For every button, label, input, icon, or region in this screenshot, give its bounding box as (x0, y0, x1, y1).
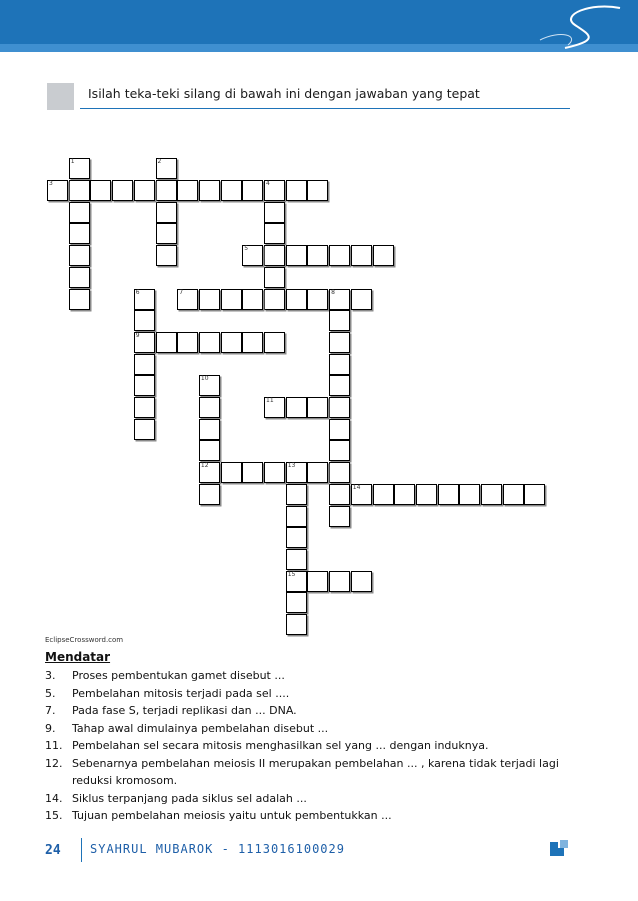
cell-number: 12 (200, 462, 209, 470)
crossword-cell[interactable] (329, 397, 350, 418)
crossword-cell[interactable] (329, 375, 350, 396)
cell-number: 1 (70, 158, 75, 166)
crossword-cell[interactable] (307, 180, 328, 201)
clue-number: 7. (45, 704, 56, 717)
crossword-cell[interactable] (307, 289, 328, 310)
crossword-cell[interactable] (156, 332, 177, 353)
crossword-cell[interactable] (264, 462, 285, 483)
crossword-cell[interactable] (329, 419, 350, 440)
crossword-cell[interactable] (199, 462, 220, 483)
crossword-cell[interactable] (47, 180, 68, 201)
crossword-cell[interactable] (264, 397, 285, 418)
crossword-cell[interactable] (69, 289, 90, 310)
author-name: SYAHRUL MUBAROK - 1113016100029 (90, 842, 345, 856)
crossword-cell[interactable] (242, 289, 263, 310)
cell-number: 8 (331, 288, 335, 296)
cell-number: 11 (266, 397, 274, 404)
clue-number: 9. (45, 721, 56, 735)
cell-number: 2 (157, 158, 162, 166)
crossword-cell[interactable] (307, 245, 328, 266)
credit-text: EclipseCrossword.com (45, 636, 124, 644)
crossword-cell[interactable] (134, 354, 155, 375)
crossword-cell[interactable] (438, 484, 459, 505)
clue-item (45, 685, 585, 703)
crossword-cell[interactable] (373, 484, 394, 505)
clue-item (45, 720, 585, 738)
crossword-cell[interactable] (329, 484, 350, 505)
crossword-cell[interactable] (286, 180, 307, 201)
crossword-cell[interactable] (242, 332, 263, 353)
clue-item (45, 755, 585, 790)
crossword-cell[interactable] (199, 332, 220, 353)
crossword-cell[interactable] (351, 484, 372, 505)
crossword-cell[interactable] (286, 549, 307, 570)
crossword-cell[interactable] (286, 289, 307, 310)
crossword-cell[interactable] (264, 180, 285, 201)
crossword-cell[interactable] (221, 289, 242, 310)
crossword-cell[interactable] (264, 332, 285, 353)
clue-item (45, 737, 585, 755)
crossword-cell[interactable] (156, 245, 177, 266)
crossword-cell[interactable] (481, 484, 502, 505)
crossword-cell[interactable] (134, 375, 155, 396)
crossword-cell[interactable] (329, 462, 350, 483)
crossword-cell[interactable] (221, 180, 242, 201)
crossword-cell[interactable] (329, 310, 350, 331)
crossword-cell[interactable] (286, 592, 307, 613)
cell-number: 13 (287, 462, 296, 470)
cell-number: 14 (352, 483, 361, 491)
crossword-cell[interactable] (286, 397, 307, 418)
clue-text: Sebenarnya pembelahan meiosis II merupakan pembelahan ... , karena tidak terjadi lagi reduksi kromosom. (72, 756, 559, 787)
clue-text: Pembelahan sel secara mitosis menghasilkan sel yang ... dengan induknya. (72, 739, 489, 752)
clue-text: Proses pembentukan gamet disebut ... (72, 669, 285, 682)
crossword-cell[interactable] (307, 571, 328, 592)
crossword-cell[interactable] (329, 440, 350, 461)
crossword-cell[interactable] (351, 289, 372, 310)
crossword-cell[interactable] (524, 484, 545, 505)
cell-number: 4 (266, 180, 270, 187)
crossword-cell[interactable] (90, 180, 111, 201)
crossword-cell[interactable] (221, 332, 242, 353)
clue-item (45, 702, 585, 720)
clue-item (45, 807, 585, 825)
crossword-cell[interactable] (199, 419, 220, 440)
crossword-cell[interactable] (199, 397, 220, 418)
crossword-cell[interactable] (134, 419, 155, 440)
crossword-cell[interactable] (286, 484, 307, 505)
crossword-cell[interactable] (351, 571, 372, 592)
crossword-cell[interactable] (156, 223, 177, 244)
clue-item (45, 790, 585, 808)
crossword-cell[interactable] (264, 267, 285, 288)
crossword-cell[interactable] (373, 245, 394, 266)
crossword-cell[interactable] (394, 484, 415, 505)
cell-number: 3 (49, 180, 53, 187)
crossword-cell[interactable] (307, 397, 328, 418)
clue-text: Tahap awal dimulainya pembelahan disebut ... (72, 721, 329, 735)
crossword-cell[interactable] (69, 158, 90, 179)
crossword-cell[interactable] (329, 506, 350, 527)
crossword-cell[interactable] (134, 332, 155, 353)
crossword-cell[interactable] (177, 289, 198, 310)
crossword-cell[interactable] (134, 289, 155, 310)
page-number: 24 (45, 843, 61, 858)
crossword-cell[interactable] (199, 375, 220, 396)
crossword-cell[interactable] (416, 484, 437, 505)
clue-item (45, 667, 585, 685)
crossword-cell[interactable] (286, 527, 307, 548)
crossword-cell[interactable] (329, 571, 350, 592)
crossword-cell[interactable] (134, 397, 155, 418)
crossword-cell[interactable] (69, 202, 90, 223)
crossword-cell[interactable] (156, 202, 177, 223)
clue-number: 14. (45, 791, 63, 805)
crossword-cell[interactable] (199, 440, 220, 461)
crossword-cell[interactable] (69, 223, 90, 244)
crossword-cell[interactable] (156, 180, 177, 201)
crossword-cell[interactable] (199, 484, 220, 505)
crossword-cell[interactable] (242, 180, 263, 201)
crossword-cell[interactable] (264, 223, 285, 244)
crossword-cell[interactable] (199, 289, 220, 310)
instruction-text: Isilah teka-teki silang di bawah ini dengan jawaban yang tepat (88, 86, 480, 101)
crossword-cell[interactable] (134, 310, 155, 331)
crossword-cell[interactable] (199, 180, 220, 201)
clue-text: Tujuan pembelahan meiosis yaitu untuk pembentukkan ... (72, 809, 392, 822)
crossword-cell[interactable] (264, 202, 285, 223)
crossword-cell[interactable] (242, 462, 263, 483)
crossword-cell[interactable] (156, 158, 177, 179)
crossword-cell[interactable] (177, 332, 198, 353)
cell-number: 10 (200, 375, 209, 383)
crossword-cell[interactable] (286, 506, 307, 527)
crossword-cell[interactable] (503, 484, 524, 505)
crossword-cell[interactable] (286, 571, 307, 592)
clues-title: Mendatar (45, 650, 111, 664)
crossword-cell[interactable] (286, 614, 307, 635)
crossword-cell[interactable] (242, 245, 263, 266)
clues-section (45, 650, 585, 825)
clue-number: 5. (45, 686, 56, 700)
crossword-cell[interactable] (459, 484, 480, 505)
crossword-cell[interactable] (264, 245, 285, 266)
cell-number: 9 (135, 331, 140, 339)
crossword-cell[interactable] (69, 245, 90, 266)
cell-number: 15 (287, 570, 296, 578)
crossword-cell[interactable] (112, 180, 133, 201)
crossword-cell[interactable] (307, 462, 328, 483)
clue-text: Siklus terpanjang pada siklus sel adalah ... (72, 791, 307, 805)
crossword-cell[interactable] (69, 267, 90, 288)
crossword-cell[interactable] (221, 462, 242, 483)
crossword-cell[interactable] (329, 245, 350, 266)
crossword-cell[interactable] (329, 332, 350, 353)
crossword-cell[interactable] (264, 289, 285, 310)
clue-text: Pada fase S, terjadi replikasi dan ... DNA. (72, 704, 297, 717)
crossword-cell[interactable] (329, 289, 350, 310)
crossword-cell[interactable] (286, 245, 307, 266)
crossword-cell[interactable] (329, 354, 350, 375)
crossword-cell[interactable] (69, 180, 90, 201)
crossword-cell[interactable] (286, 462, 307, 483)
cell-number: 5 (244, 245, 249, 253)
crossword-cell[interactable] (177, 180, 198, 201)
clue-number: 15. (45, 809, 63, 822)
clue-number: 3. (45, 669, 56, 682)
cell-number: 6 (135, 288, 140, 296)
corner-square-icon (550, 838, 568, 856)
clue-number: 11. (45, 739, 63, 752)
clue-number: 12. (45, 756, 63, 770)
crossword-cell[interactable] (351, 245, 372, 266)
clue-text: Pembelahan mitosis terjadi pada sel .... (72, 686, 290, 700)
footer-divider (81, 838, 82, 862)
crossword-cell[interactable] (134, 180, 155, 201)
cell-number: 7 (179, 288, 184, 296)
